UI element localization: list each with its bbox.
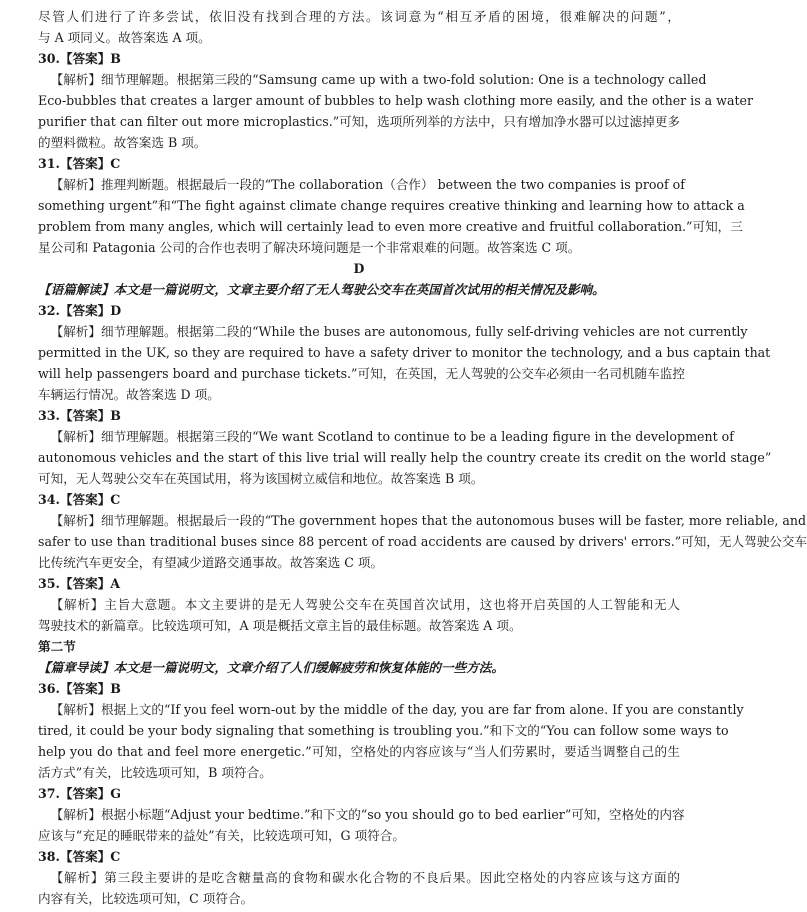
text-line: permitted in the UK, so they are required to have a safety driver to monitor the technology, and a bus captain that	[38, 345, 771, 360]
passage-letter: D	[353, 261, 365, 276]
text-line: 内容有关，比较选项可知，C 项符合。	[38, 891, 254, 906]
text-line: 【解析】细节理解题。根据第三段的“Samsung came up with a two-fold solution: One is a technology called	[50, 72, 707, 87]
text-line: 与 A 项同义。故答案选 A 项。	[38, 30, 211, 45]
text-line: autonomous vehicles and the start of this live trial will really help the country create its credit on the world stage”	[38, 450, 772, 465]
text-line: 【解析】根据上文的“If you feel worn-out by the middle of the day, you are far from alone. If you are constantly	[50, 702, 744, 717]
answer-line: 37.【答案】G	[38, 786, 122, 801]
answer-line: 35.【答案】A	[38, 576, 121, 591]
text-line: 【解析】根据小标题“Adjust your bedtime.”和下文的“so you should go to bed earlier”可知，空格处的内容	[50, 807, 685, 822]
text-line: 星公司和 Patagonia 公司的合作也表明了解决环境问题是一个非常艰难的问题。故答案选 C 项。	[38, 240, 581, 255]
section-heading: 第二节	[38, 639, 76, 654]
answer-line: 38.【答案】C	[38, 849, 121, 864]
passage-guide: 【篇章导读】本文是一篇说明文，文章介绍了人们缓解疲劳和恢复体能的一些方法。	[38, 660, 504, 675]
text-line: 驾驶技术的新篇章。比较选项可知，A 项是概括文章主旨的最佳标题。故答案选 A 项。	[38, 618, 522, 633]
text-line: 【解析】主旨大意题。本文主要讲的是无人驾驶公交车在英国首次试用，这也将开启英国的人工智能和无人	[50, 597, 680, 612]
answer-line: 31.【答案】C	[38, 156, 121, 171]
text-line: 【解析】细节理解题。根据最后一段的“The government hopes that the autonomous buses will be faster, more reliable, and	[50, 513, 807, 528]
answer-explanation-page	[38, 6, 807, 909]
text-line: 尽管人们进行了许多尝试，依旧没有找到合理的方法。该词意为“相互矛盾的困境，很难解决的问题”，	[38, 9, 680, 24]
text-line: problem from many angles, which will certainly lead to even more creative and fruitful collaboration.”可知，三	[38, 219, 743, 234]
text-line: 【解析】细节理解题。根据第二段的“While the buses are autonomous, fully self-driving vehicles are not currently	[50, 324, 748, 339]
text-line: 【解析】推理判断题。根据最后一段的“The collaboration（合作） between the two companies is proof of	[50, 177, 685, 192]
passage-guide: 【语篇解读】本文是一篇说明文，文章主要介绍了无人驾驶公交车在英国首次试用的相关情况及影响。	[38, 282, 605, 297]
text-line: Eco-bubbles that creates a larger amount of bubbles to help wash clothing more easily, and the other is a water	[38, 93, 754, 108]
text-line: help you do that and feel more energetic.”可知，空格处的内容应该与“当人们劳累时，要适当调整自己的生	[38, 744, 680, 759]
text-line: 【解析】第三段主要讲的是吃含糖量高的食物和碳水化合物的不良后果。因此空格处的内容应该与这方面的	[50, 870, 680, 885]
answer-line: 34.【答案】C	[38, 492, 121, 507]
text-line: 应该与“充足的睡眠带来的益处”有关，比较选项可知，G 项符合。	[38, 828, 405, 843]
text-line: 比传统汽车更安全，有望减少道路交通事故。故答案选 C 项。	[38, 555, 384, 570]
answer-line: 32.【答案】D	[38, 303, 122, 318]
answer-line: 33.【答案】B	[38, 408, 121, 423]
text-line: 车辆运行情况。故答案选 D 项。	[38, 387, 220, 402]
text-line: 活方式”有关，比较选项可知，B 项符合。	[38, 765, 272, 780]
answer-line: 36.【答案】B	[38, 681, 121, 696]
text-line: will help passengers board and purchase tickets.”可知，在英国，无人驾驶的公交车必须由一名司机随车监控	[38, 366, 685, 381]
text-line: something urgent”和“The fight against climate change requires creative thinking and learning how to attack a	[38, 198, 745, 213]
text-line: 的塑料微粒。故答案选 B 项。	[38, 135, 207, 150]
text-line: tired, it could be your body signaling that something is troubling you.”和下文的“You can follow some ways to	[38, 723, 729, 738]
text-line: safer to use than traditional buses since 88 percent of road accidents are caused by drivers' errors.”可知，无人驾驶公交车	[38, 534, 807, 549]
text-line: purifier that can filter out more microplastics.”可知，选项所列举的方法中，只有增加净水器可以过滤掉更多	[38, 114, 680, 129]
text-line: 【解析】细节理解题。根据第三段的“We want Scotland to continue to be a leading figure in the development of	[50, 429, 734, 444]
text-line: 可知，无人驾驶公交车在英国试用，将为该国树立威信和地位。故答案选 B 项。	[38, 471, 484, 486]
answer-line: 30.【答案】B	[38, 51, 121, 66]
